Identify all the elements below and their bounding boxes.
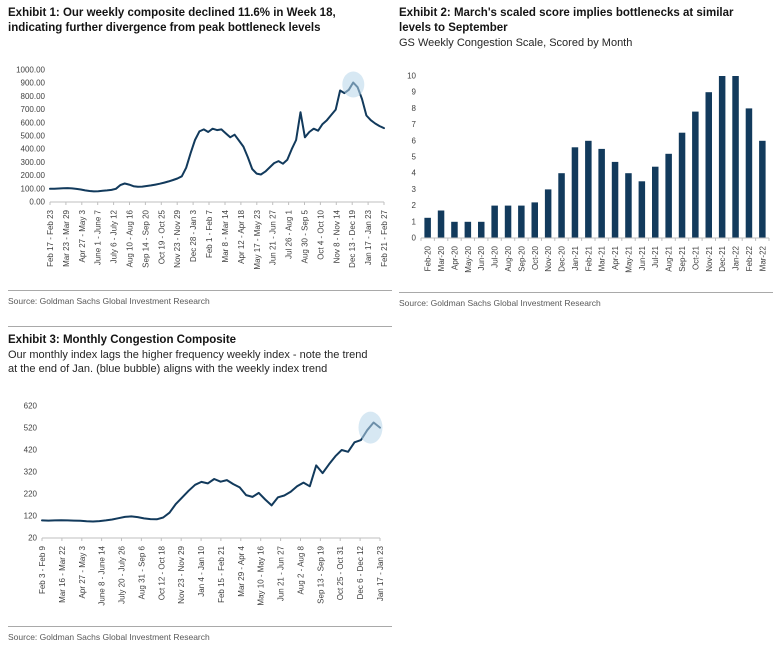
- svg-text:Jun 21 - Jun 27: Jun 21 - Jun 27: [268, 210, 278, 266]
- svg-text:Feb 3 - Feb 9: Feb 3 - Feb 9: [38, 546, 47, 595]
- svg-text:Jan 4 - Jan 10: Jan 4 - Jan 10: [197, 546, 207, 597]
- svg-text:20: 20: [28, 533, 37, 543]
- svg-text:8: 8: [411, 103, 416, 113]
- svg-text:Oct 12 - Oct 18: Oct 12 - Oct 18: [157, 546, 167, 601]
- svg-text:500.00: 500.00: [20, 131, 45, 141]
- svg-text:Jan-21: Jan-21: [570, 246, 580, 271]
- svg-text:6: 6: [411, 136, 416, 146]
- svg-text:Jan 17 - Jan 23: Jan 17 - Jan 23: [376, 546, 385, 602]
- svg-text:Jun-20: Jun-20: [477, 246, 487, 271]
- svg-text:Oct 25 - Oct 31: Oct 25 - Oct 31: [336, 546, 346, 601]
- svg-text:Aug 30 - Sep 5: Aug 30 - Sep 5: [300, 210, 310, 264]
- svg-text:Oct 19 - Oct 25: Oct 19 - Oct 25: [157, 210, 167, 265]
- svg-text:700.00: 700.00: [20, 105, 45, 115]
- svg-text:Mar 23 - Mar 29: Mar 23 - Mar 29: [61, 210, 71, 267]
- svg-text:July 20 - July 26: July 20 - July 26: [117, 546, 127, 604]
- svg-text:Feb-20: Feb-20: [423, 246, 433, 272]
- exhibit-1: [8, 6, 392, 306]
- svg-text:Oct-20: Oct-20: [530, 246, 540, 271]
- svg-text:Mar 16 - Mar 22: Mar 16 - Mar 22: [57, 546, 67, 603]
- svg-text:Sep 14 - Sep 20: Sep 14 - Sep 20: [141, 210, 151, 268]
- svg-text:Sep 13 - Sep 19: Sep 13 - Sep 19: [316, 546, 326, 604]
- svg-text:Oct 4 - Oct 10: Oct 4 - Oct 10: [316, 210, 326, 260]
- svg-text:Aug 10 - Aug 16: Aug 10 - Aug 16: [125, 210, 135, 268]
- svg-text:Aug-20: Aug-20: [504, 246, 513, 272]
- svg-text:900.00: 900.00: [20, 78, 45, 88]
- svg-text:Sep-20: Sep-20: [517, 246, 527, 272]
- exhibit-1-line-chart: [8, 54, 392, 288]
- svg-text:Jul-21: Jul-21: [651, 246, 661, 268]
- svg-text:10: 10: [407, 71, 416, 81]
- svg-text:600.00: 600.00: [20, 118, 45, 128]
- svg-text:Mar-20: Mar-20: [437, 246, 447, 272]
- exhibit-2-bar-chart: [399, 58, 773, 290]
- svg-text:Dec 28 - Jan 3: Dec 28 - Jan 3: [189, 210, 199, 263]
- exhibit-1-title-line-1: Exhibit 1: Our weekly composite declined 11.6% in Week 18,: [8, 7, 336, 19]
- exhibit-3-title: Exhibit 3: Monthly Congestion Composite: [8, 334, 237, 346]
- svg-text:Mar 8 - Mar 14: Mar 8 - Mar 14: [221, 210, 230, 263]
- svg-text:Nov 23 - Nov 29: Nov 23 - Nov 29: [173, 210, 183, 268]
- exhibit-1-source: Source: Goldman Sachs Global Investment Research: [8, 296, 210, 306]
- svg-text:5: 5: [411, 152, 416, 162]
- svg-text:Jan 17 - Jan 23: Jan 17 - Jan 23: [364, 210, 374, 266]
- exhibit-1-source-divider: [8, 290, 392, 291]
- svg-text:Dec-21: Dec-21: [718, 246, 728, 272]
- svg-text:2: 2: [411, 201, 416, 211]
- svg-text:Feb 15 - Feb 21: Feb 15 - Feb 21: [216, 546, 226, 603]
- svg-text:Nov 23 - Nov 29: Nov 23 - Nov 29: [177, 546, 187, 604]
- svg-text:1: 1: [411, 217, 416, 227]
- svg-text:Dec 6 - Dec 12: Dec 6 - Dec 12: [356, 546, 366, 600]
- svg-text:7: 7: [411, 120, 416, 130]
- svg-text:1000.00: 1000.00: [16, 65, 45, 75]
- svg-text:Jan-22: Jan-22: [731, 246, 741, 271]
- svg-text:120: 120: [23, 511, 37, 521]
- svg-text:May 10 - May 16: May 10 - May 16: [256, 546, 266, 606]
- exhibit-3-top-divider: [8, 326, 392, 327]
- exhibit-2-source-divider: [399, 292, 773, 293]
- svg-text:Aug 31 - Sep 6: Aug 31 - Sep 6: [137, 546, 147, 600]
- svg-text:Oct-21: Oct-21: [691, 246, 701, 271]
- svg-text:Apr 12 - Apr 18: Apr 12 - Apr 18: [236, 210, 246, 264]
- svg-text:220: 220: [23, 489, 37, 499]
- svg-text:320: 320: [23, 467, 37, 477]
- svg-text:420: 420: [23, 445, 37, 455]
- svg-text:Mar-22: Mar-22: [758, 246, 768, 272]
- svg-text:Apr 27 - May 3: Apr 27 - May 3: [77, 546, 87, 599]
- svg-text:620: 620: [23, 401, 37, 411]
- svg-text:Mar 29 - Apr 4: Mar 29 - Apr 4: [236, 546, 246, 597]
- svg-text:Apr-20: Apr-20: [450, 246, 460, 271]
- svg-text:Jun 21 - Jun 27: Jun 21 - Jun 27: [276, 546, 286, 602]
- svg-text:400.00: 400.00: [20, 144, 45, 154]
- svg-text:July 6 - July 12: July 6 - July 12: [109, 210, 119, 264]
- exhibit-3: [8, 326, 392, 642]
- svg-text:3: 3: [411, 184, 416, 194]
- exhibit-2-source: Source: Goldman Sachs Global Investment Research: [399, 298, 601, 308]
- svg-text:Feb 17 - Feb 23: Feb 17 - Feb 23: [46, 210, 55, 267]
- exhibit-3-source: Source: Goldman Sachs Global Investment Research: [8, 632, 210, 642]
- svg-text:May 17 - May 23: May 17 - May 23: [252, 209, 262, 270]
- exhibit-1-title-line-2: indicating further divergence from peak bottleneck levels: [8, 22, 321, 34]
- svg-text:200.00: 200.00: [20, 171, 45, 181]
- exhibit-2-title-line-1: Exhibit 2: March's scaled score implies bottlenecks at similar: [399, 7, 734, 19]
- svg-text:4: 4: [411, 168, 416, 178]
- svg-text:Apr 27 - May 3: Apr 27 - May 3: [77, 210, 87, 263]
- svg-text:100.00: 100.00: [20, 184, 45, 194]
- svg-text:Sep-21: Sep-21: [678, 246, 687, 272]
- svg-text:Nov 8 - Nov 14: Nov 8 - Nov 14: [332, 210, 342, 264]
- svg-text:Aug-21: Aug-21: [664, 246, 674, 272]
- svg-text:Mar-21: Mar-21: [597, 246, 607, 272]
- svg-text:Jul-20: Jul-20: [490, 246, 500, 268]
- exhibit-2-title-line-2: levels to September: [399, 22, 508, 34]
- svg-text:0: 0: [411, 233, 416, 243]
- svg-text:June 1 - June 7: June 1 - June 7: [93, 210, 103, 266]
- svg-text:520: 520: [23, 423, 37, 433]
- svg-text:Nov-21: Nov-21: [704, 246, 714, 272]
- svg-text:9: 9: [411, 87, 416, 97]
- svg-text:300.00: 300.00: [20, 157, 45, 167]
- svg-text:Jun-21: Jun-21: [637, 245, 647, 271]
- svg-text:Nov-20: Nov-20: [544, 246, 554, 272]
- svg-text:Feb 1 - Feb 7: Feb 1 - Feb 7: [205, 210, 214, 259]
- svg-text:Dec-20: Dec-20: [557, 246, 567, 272]
- svg-text:May-20: May-20: [463, 246, 473, 273]
- svg-text:Feb-22: Feb-22: [744, 246, 754, 272]
- svg-text:Apr-21: Apr-21: [611, 246, 621, 271]
- exhibit-3-source-divider: [8, 626, 392, 627]
- svg-text:May-21: May-21: [624, 246, 634, 273]
- exhibit-2-subtitle: GS Weekly Congestion Scale, Scored by Month: [399, 37, 633, 49]
- exhibit-3-line-chart: [8, 388, 392, 624]
- svg-text:800.00: 800.00: [20, 91, 45, 101]
- svg-text:Jul 26 - Aug 1: Jul 26 - Aug 1: [284, 210, 294, 259]
- svg-text:Dec 13 - Dec 19: Dec 13 - Dec 19: [348, 210, 358, 268]
- svg-text:Feb-21: Feb-21: [584, 246, 594, 272]
- svg-text:Feb 21 - Feb 27: Feb 21 - Feb 27: [380, 210, 389, 267]
- svg-text:Aug 2 - Aug 8: Aug 2 - Aug 8: [296, 546, 306, 595]
- exhibit-3-subtitle-line-2: at the end of Jan. (blue bubble) aligns with the weekly index trend: [8, 363, 328, 375]
- svg-text:June 8 - June 14: June 8 - June 14: [97, 546, 107, 606]
- svg-text:0.00: 0.00: [29, 197, 45, 207]
- exhibit-2: [399, 6, 773, 308]
- exhibit-3-subtitle-line-1: Our monthly index lags the higher frequency weekly index - note the trend: [8, 349, 368, 361]
